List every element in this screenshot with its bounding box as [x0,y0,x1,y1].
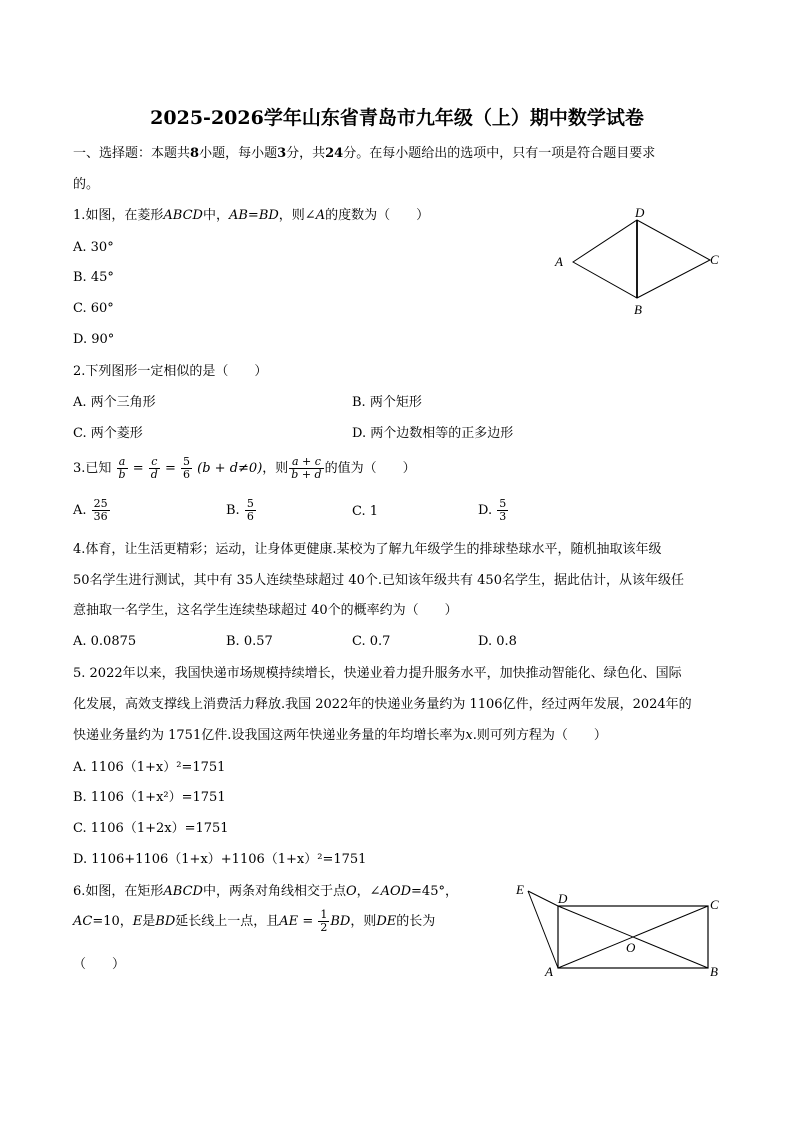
q3-option-c: C. 1 [352,504,379,519]
question-2-text: 2.下列图形一定相似的是（ ） [73,364,268,379]
rhombus-label-b: B [634,302,642,317]
question-4-line-2: 50名学生进行测试，其中有 35人连续垫球超过 40个.已知该年级共有 450名学生，据此估计，从该年级任 [73,573,684,588]
question-5-line-1: 5. 2022年以来，我国快递市场规模持续增长，快递业着力提升服务水平，加快推动智能化、绿色化、国际 [73,666,682,681]
question-4-line-1: 4.体育，让生活更精彩；运动，让身体更健康.某校为了解九年级学生的排球垫球水平，随机抽取该年级 [73,542,662,557]
question-6-line-1: 6.如图，在矩形ABCD中，两条对角线相交于点O，∠AOD=45°， [73,884,458,899]
q1-option-a: A. 30° [73,240,114,255]
rhombus-label-d: D [635,205,645,220]
q3-option-d: D. $\frac{5}{3}$ [478,497,507,523]
rectangle-figure [508,876,738,986]
rect-label-e: E [516,882,524,897]
q5-option-c: C. 1106（1+2x）=1751 [73,821,229,836]
rhombus-figure [545,200,735,325]
q4-option-b: B. 0.57 [226,634,273,649]
q2-option-c: C. 两个菱形 [73,426,143,441]
question-6-line-2: AC=10，E是BD延长线上一点，且AE = $\frac{1}{2}$ BD，则DE的长为 [73,908,436,934]
q2-option-d: D. 两个边数相等的正多边形 [352,426,514,441]
section-heading-cont: 的。 [73,177,100,192]
q1-option-c: C. 60° [73,301,114,316]
question-5-line-3: 快递业务量约为 1751亿件.设我国这两年快递业务量的年均增长率为x.则可列方程为（ ） [73,728,607,743]
q4-option-a: A. 0.0875 [73,634,137,649]
rect-label-o: O [626,940,636,955]
q5-option-a: A. 1106（1+x）²=1751 [73,760,226,775]
q1-option-d: D. 90° [73,332,115,347]
rect-label-d: D [558,891,568,906]
q6-answer-paren: （ ） [73,957,126,972]
q3-option-a: A. $\frac{25}{36}$ [73,497,108,523]
rect-label-c: C [710,897,719,912]
q1-option-b: B. 45° [73,270,114,285]
page-title: 2025-2026学年山东省青岛市九年级（上）期中数学试卷 [150,107,644,129]
q4-option-c: C. 0.7 [352,634,391,649]
rhombus-label-c: C [710,252,719,267]
question-4-line-3: 意抽取一名学生，这名学生连续垫球超过 40个的概率约为（ ） [73,603,458,618]
rect-label-a: A [545,964,553,979]
question-1-text: 1.如图，在菱形ABCD中，AB=BD，则∠A的度数为（ ） [73,208,430,223]
q5-option-d: D. 1106+1106（1+x）+1106（1+x）²=1751 [73,852,367,867]
q3-option-b: B. $\frac{5}{6}$ [226,497,254,523]
question-3-text: 3.已知 $\frac{a}{b}$ = $\frac{c}{d}$ = $\frac{5}{6}$ (b + d≠0)，则 $\frac{a + c}{b + d}$ 的值为（ ） [73,455,416,481]
question-5-line-2: 化发展，高效支撑线上消费活力释放.我国 2022年的快递业务量约为 1106亿件，经过两年发展，2024年的 [73,697,692,712]
rect-label-b: B [710,964,718,979]
q4-option-d: D. 0.8 [478,634,517,649]
q5-option-b: B. 1106（1+x²）=1751 [73,790,226,805]
q2-option-b: B. 两个矩形 [352,395,422,410]
section-heading: 一、选择题：本题共8小题，每小题3分，共24分。在每小题给出的选项中，只有一项是符合题目要求 [73,146,656,161]
q2-option-a: A. 两个三角形 [73,395,156,410]
rhombus-label-a: A [555,254,563,269]
